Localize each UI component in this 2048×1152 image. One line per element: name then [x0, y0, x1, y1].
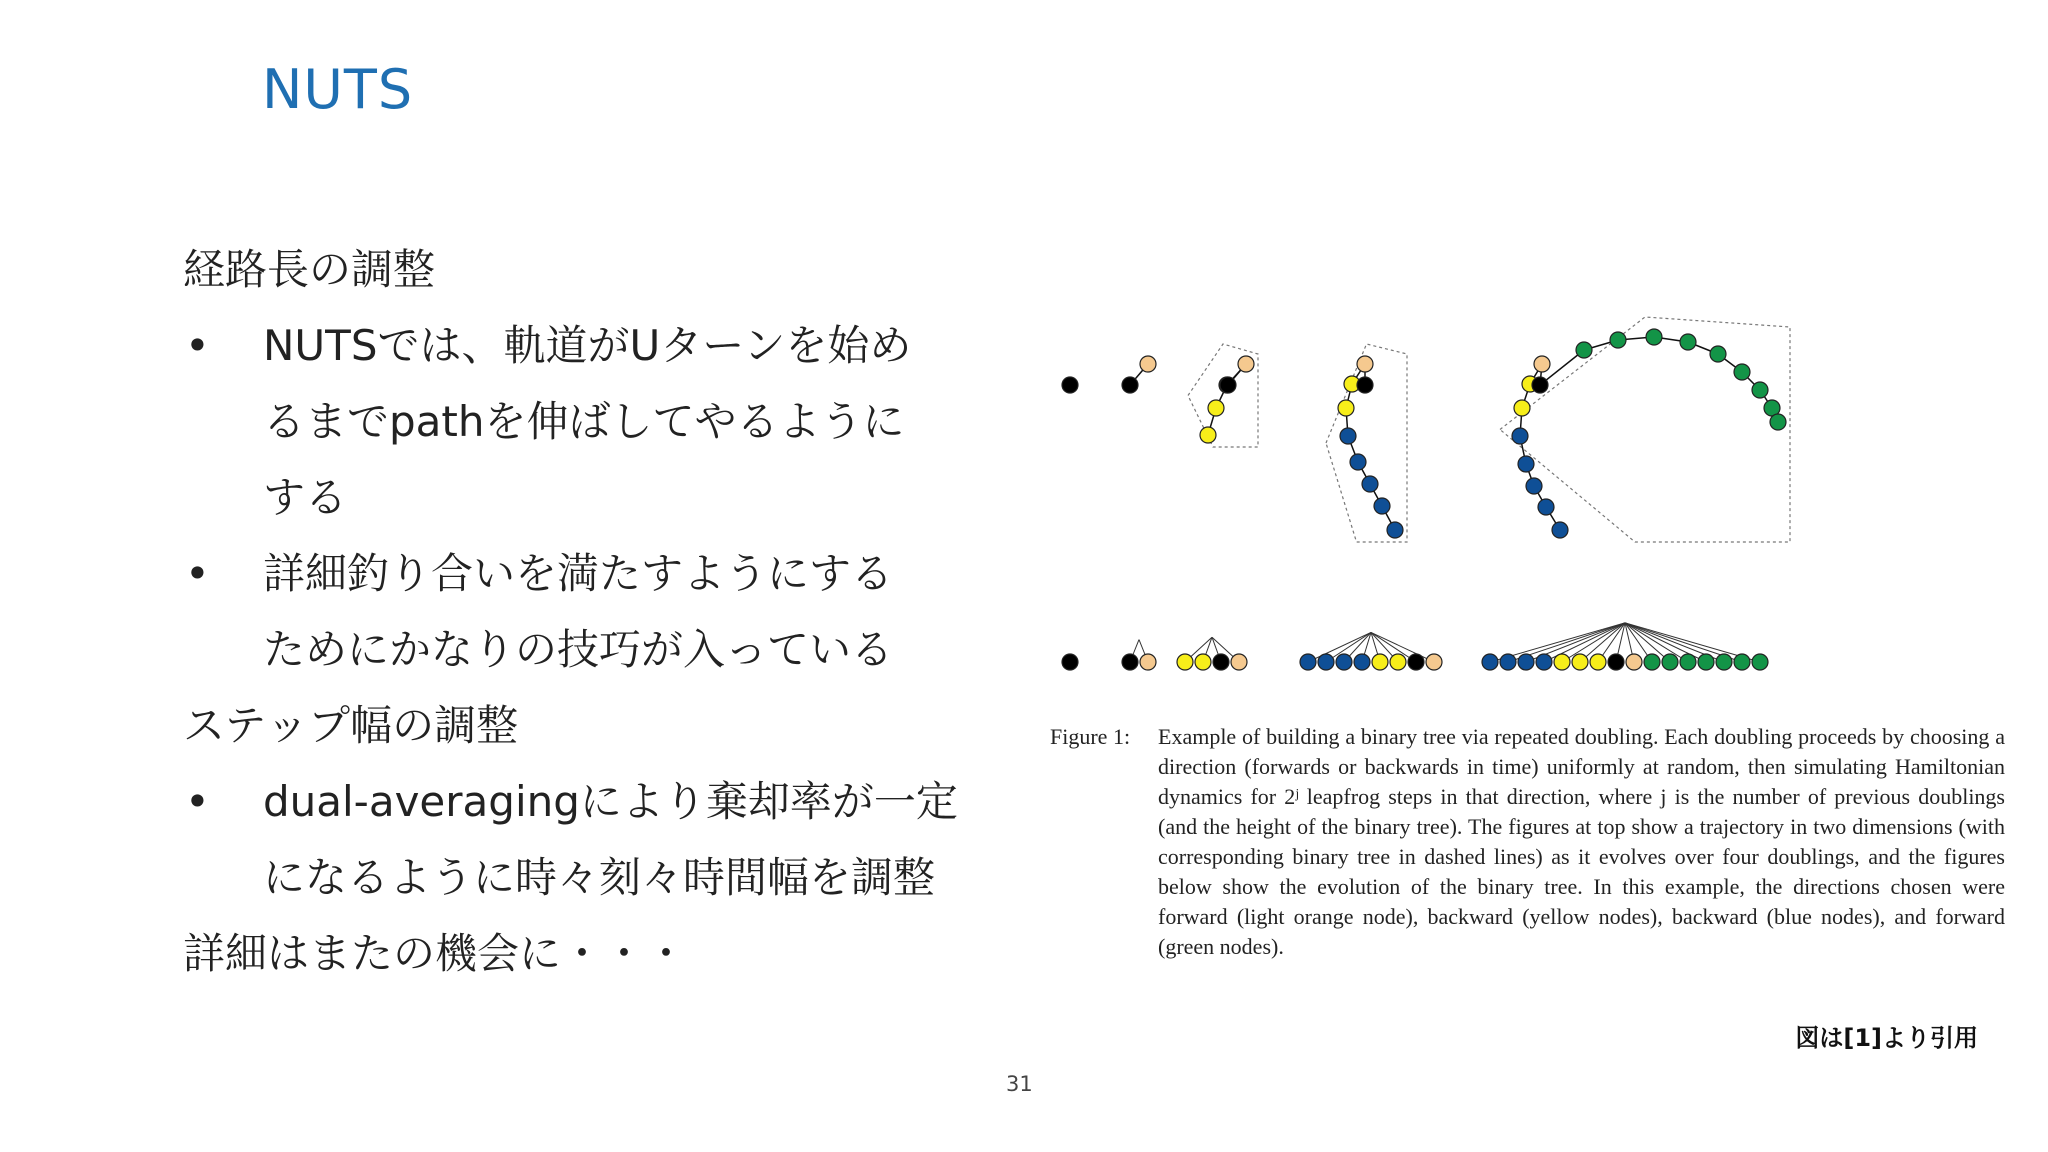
bullet-line: する	[263, 473, 348, 522]
trajectory-node	[1340, 428, 1356, 444]
trajectory-node	[1576, 342, 1592, 358]
figure-credit: 図は[1]より引用	[1795, 1024, 1978, 1052]
section-heading-step-size: ステップ幅の調整	[183, 701, 519, 750]
tree-node	[1734, 654, 1750, 670]
bullet-line: NUTSでは、軌道がUターンを始め	[263, 321, 912, 370]
tree-node	[1572, 654, 1588, 670]
bullet-dot: •	[185, 777, 210, 826]
bullet-dot: •	[185, 321, 210, 370]
tree-node	[1626, 654, 1642, 670]
bullet-line: ためにかなりの技巧が入っている	[263, 625, 894, 674]
figure-caption	[1050, 722, 2005, 962]
trajectory-node	[1512, 428, 1528, 444]
tree-node	[1716, 654, 1732, 670]
trajectory-tree-outline	[1326, 344, 1407, 542]
trajectory-node	[1680, 334, 1696, 350]
trajectory-node	[1534, 356, 1550, 372]
tree-node	[1590, 654, 1606, 670]
bullet-line: dual-averagingにより棄却率が一定	[263, 777, 958, 826]
tree-node	[1644, 654, 1660, 670]
trajectory-node	[1362, 476, 1378, 492]
trajectory-node	[1770, 414, 1786, 430]
tree-node	[1426, 654, 1442, 670]
trajectory-node	[1338, 400, 1354, 416]
tree-node	[1500, 654, 1516, 670]
bullet-line: になるように時々刻々時間幅を調整	[263, 853, 936, 902]
tree-node	[1231, 654, 1247, 670]
tree-node	[1300, 654, 1316, 670]
trajectory-node	[1514, 400, 1530, 416]
trajectory-node	[1610, 332, 1626, 348]
trajectory-node	[1122, 377, 1138, 393]
trajectory-node	[1538, 499, 1554, 515]
trajectory-node	[1062, 377, 1078, 393]
trajectory-node	[1526, 478, 1542, 494]
tree-node	[1062, 654, 1078, 670]
trajectory-node	[1208, 400, 1224, 416]
bullet-line: るまでpathを伸ばしてやるように	[263, 397, 905, 446]
tree-node	[1177, 654, 1193, 670]
bullet-item	[183, 308, 1013, 536]
tree-node	[1336, 654, 1352, 670]
trajectory-node	[1646, 329, 1662, 345]
tree-node	[1408, 654, 1424, 670]
slide-body	[183, 232, 1013, 992]
tree-node	[1372, 654, 1388, 670]
trajectory-node	[1220, 377, 1236, 393]
trajectory-node	[1200, 427, 1216, 443]
trajectory-node	[1357, 377, 1373, 393]
tree-node	[1536, 654, 1552, 670]
trajectory-node	[1734, 364, 1750, 380]
trajectory-node	[1357, 356, 1373, 372]
tree-node	[1752, 654, 1768, 670]
tree-node	[1318, 654, 1334, 670]
caption-label: Figure 1:	[1050, 724, 1131, 749]
section-heading-path-length: 経路長の調整	[183, 245, 436, 294]
tree-node	[1554, 654, 1570, 670]
tree-node	[1518, 654, 1534, 670]
bullet-dot: •	[185, 549, 210, 598]
tree-node	[1662, 654, 1678, 670]
tree-node	[1482, 654, 1498, 670]
slide-title: NUTS	[262, 58, 414, 121]
trajectory-node	[1552, 522, 1568, 538]
tree-node	[1140, 654, 1156, 670]
trajectory-node	[1532, 377, 1548, 393]
trajectory-node	[1238, 356, 1254, 372]
bullet-item	[183, 764, 1013, 916]
tree-node	[1354, 654, 1370, 670]
trajectory-node	[1387, 522, 1403, 538]
trajectory-node	[1752, 382, 1768, 398]
bullet-item	[183, 536, 1013, 688]
tree-node	[1608, 654, 1624, 670]
tree-node	[1680, 654, 1696, 670]
tree-node	[1195, 654, 1211, 670]
closing-text: 詳細はまたの機会に・・・	[183, 929, 688, 978]
binary-tree-figure	[1050, 262, 2010, 722]
trajectory-node	[1140, 356, 1156, 372]
trajectory-node	[1710, 346, 1726, 362]
tree-node	[1213, 654, 1229, 670]
trajectory-node	[1518, 456, 1534, 472]
trajectory-node	[1374, 498, 1390, 514]
bullet-line: 詳細釣り合いを満たすようにする	[263, 549, 894, 598]
tree-node	[1122, 654, 1138, 670]
page-number: 31	[1006, 1072, 1033, 1096]
tree-node	[1390, 654, 1406, 670]
tree-node	[1698, 654, 1714, 670]
trajectory-node	[1350, 454, 1366, 470]
caption-text: Example of building a binary tree via repeated doubling. Each doubling proceeds by choosing a direction (forwards or backwards in time) uniformly at random, then simulating Hamiltonian dynamics for 2ʲ leapfrog steps in that direction, where j is the number of previous doublings (and the height of the binary tree). The figures at top show a trajectory in two dimensions (with corresponding binary tree in dashed lines) as it evolves over four doublings, and the figures below show the evolution of the binary tree. In this example, the directions chosen were forward (light orange node), backward (yellow nodes), backward (blue nodes), and forward (green nodes).	[1158, 724, 2005, 959]
